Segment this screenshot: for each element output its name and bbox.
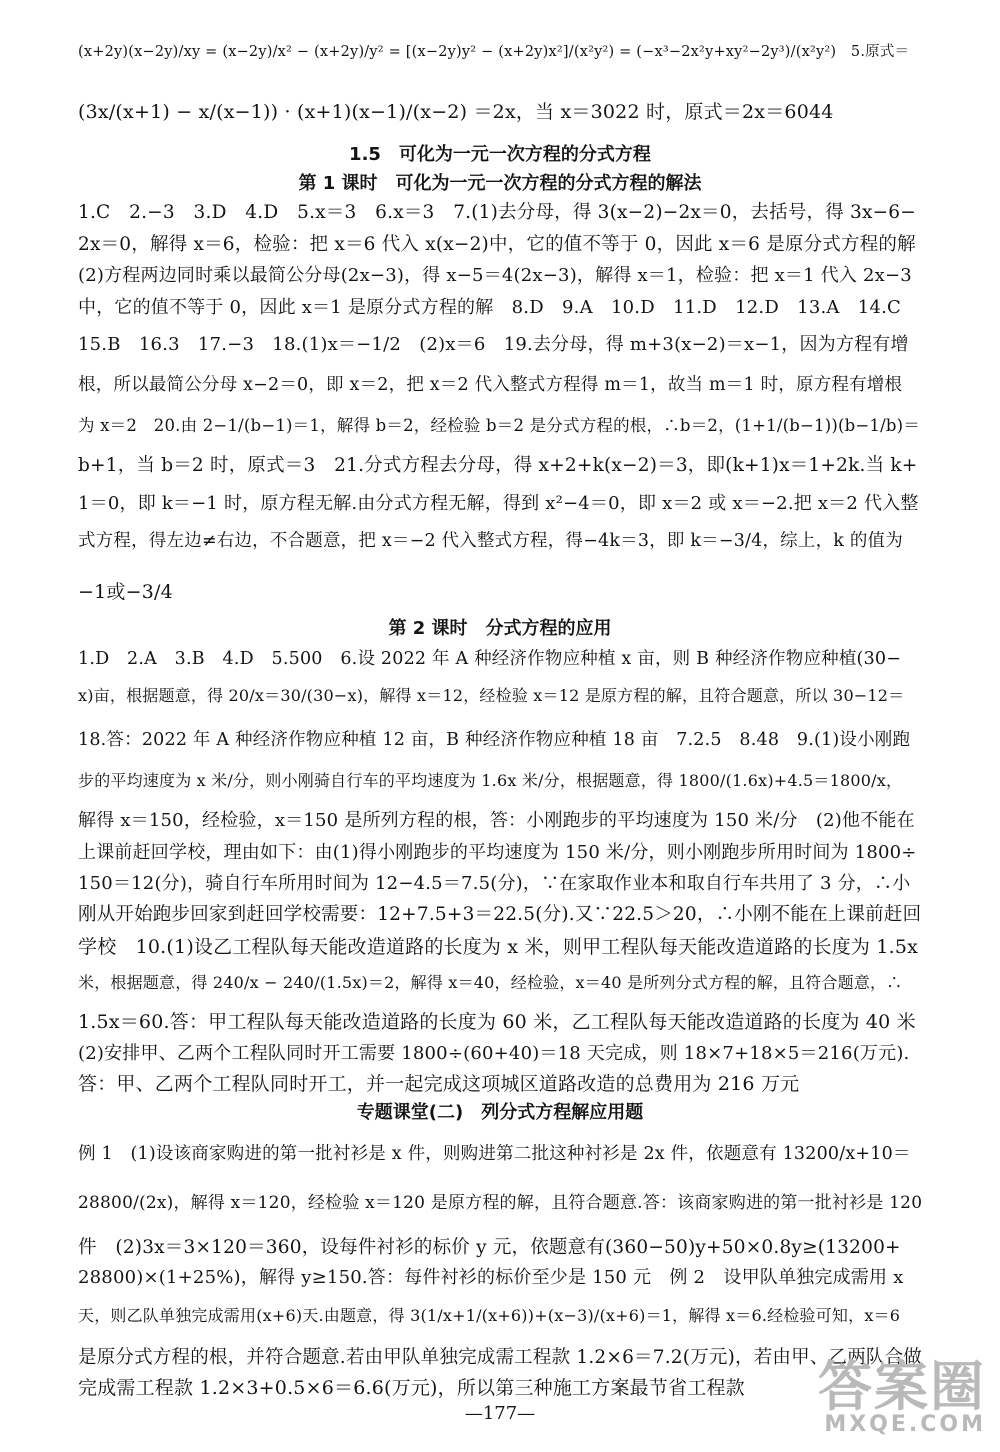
text-line: 答：甲、乙两个工程队同时开工，并一起完成这项城区道路改造的总费用为 216 万元 (78, 1073, 800, 1095)
text-line: 式方程，得左边≠右边，不合题意，把 x＝−2 代入整式方程，得−4k＝3，即 k＝−3/4，综上，k 的值为 (78, 531, 903, 551)
text-line: 解得 x＝150，经检验，x＝150 是所列方程的根，答：小刚跑步的平均速度为 150 米/分 (2)他不能在 (78, 810, 915, 831)
text-line: 为 x＝2 20.由 2−1/(b−1)＝1，解得 b＝2，经检验 b＝2 是分式方程的根，∴b＝2，(1+1/(b−1))(b−1/b)＝ (78, 416, 920, 435)
text-line: 学校 10.(1)设乙工程队每天能改造道路的长度为 x 米，则甲工程队每天能改造道路的长度为 1.5x (78, 936, 919, 958)
text-line: 例 1 (1)设该商家购进的第一批衬衫是 x 件，则购进第二批这种衬衫是 2x 件，依题意有 13200/x+10＝ (78, 1144, 911, 1164)
text-line: 1.C 2.−3 3.D 4.D 5.x＝3 6.x＝3 7.(1)去分母，得 3(x−2)−2x＝0，去括号，得 3x−6− (78, 202, 916, 223)
text-line: (3x/(x+1) − x/(x−1)) · (x+1)(x−1)/(x−2) ＝2x，当 x＝3022 时，原式＝2x＝6044 (78, 101, 834, 123)
text-line: 1.D 2.A 3.B 4.D 5.500 6.设 2022 年 A 种经济作物应种植 x 亩，则 B 种经济作物应种植(30− (78, 649, 902, 669)
text-line: 米，根据题意，得 240/x − 240/(1.5x)＝2，解得 x＝40，经检验，x＝40 是所列分式方程的解，且符合题意，∴ (78, 973, 903, 992)
text-line: 1.5x＝60.答：甲工程队每天能改造道路的长度为 60 米，乙工程队每天能改造道路的长度为 40 米 (78, 1011, 916, 1033)
text-line: 根，所以最简公分母 x−2＝0，即 x＝2，把 x＝2 代入整式方程得 m＝1，故当 m＝1 时，原方程有增根 (78, 375, 903, 395)
text-line: 150＝12(分)，骑自行车所用时间为 12−4.5＝7.5(分)，∵在家取作业本和取自行车共用了 3 分，∴小 (78, 873, 911, 894)
section-heading: 1.5 可化为一元一次方程的分式方程 (349, 144, 651, 165)
topic-heading: 专题课堂(二) 列分式方程解应用题 (356, 1102, 644, 1123)
text-line: 28800)×(1+25%)，解得 y≥150.答：每件衬衫的标价至少是 150 元 例 2 设甲队单独完成需用 x (78, 1267, 904, 1288)
text-line: 步的平均速度为 x 米/分，则小刚骑自行车的平均速度为 1.6x 米/分，根据题意，得 1800/(1.6x)+4.5＝1800/x， (78, 771, 903, 790)
text-line: 上课前赶回学校，理由如下：由(1)得小刚跑步的平均速度为 150 米/分，则小刚跑步所用时间为 1800÷ (78, 842, 917, 863)
text-line: (x+2y)(x−2y)/xy = (x−2y)/x² − (x+2y)/y² = [(x−2y)y² − (x+2y)x²]/(x²y²) = (−x³−2x²y+xy²−2y³)/(x²y²) 5.原式＝ (78, 44, 910, 60)
watermark-logo (818, 1355, 986, 1437)
text-line: 是原分式方程的根，并符合题意.若由甲队单独完成需工程款 1.2×6＝7.2(万元)，若由甲、乙两队合做 (78, 1347, 922, 1368)
lesson1-heading: 第 1 课时 可化为一元一次方程的分式方程的解法 (298, 173, 702, 194)
lesson2-heading: 第 2 课时 分式方程的应用 (388, 618, 612, 639)
text-line: 件 (2)3x＝3×120＝360，设每件衬衫的标价 y 元，依题意有(360−50)y+50×0.8y≥(13200+ (78, 1237, 901, 1258)
text-line: −1或−3/4 (78, 581, 173, 603)
text-line: 2x＝0，解得 x＝6，检验：把 x＝6 代入 x(x−2)中，它的值不等于 0，因此 x＝6 是原分式方程的解 (78, 234, 916, 255)
text-line: 中，它的值不等于 0，因此 x＝1 是原分式方程的解 8.D 9.A 10.D 11.D 12.D 13.A 14.C (78, 297, 901, 318)
watermark-url: MXQE.COM (824, 1412, 986, 1437)
text-line: (2)方程两边同时乘以最简公分母(2x−3)，得 x−5＝4(2x−3)，解得 x＝1，检验：把 x＝1 代入 2x−3 (78, 265, 912, 286)
text-line: 28800/(2x)，解得 x＝120，经检验 x＝120 是原方程的解，且符合题意.答：该商家购进的第一批衬衫是 120 (78, 1193, 922, 1213)
text-line: 1＝0，即 k＝−1 时，原方程无解.由分式方程无解，得到 x²−4＝0，即 x＝2 或 x＝−2.把 x＝2 代入整 (78, 493, 919, 514)
text-line: 15.B 16.3 17.−3 18.(1)x＝−1/2 (2)x＝6 19.去分母，得 m+3(x−2)＝x−1，因为方程有增 (78, 334, 909, 355)
page-number: —177— (464, 1403, 536, 1424)
text-line: 刚从开始跑步回家到赶回学校需要：12+7.5+3＝22.5(分).又∵22.5＞20，∴小刚不能在上课前赶回 (78, 904, 922, 925)
text-line: 完成需工程款 1.2×3+0.5×6＝6.6(万元)，所以第三种施工方案最节省工程款 (78, 1377, 745, 1399)
text-line: b+1，当 b＝2 时，原式＝3 21.分式方程去分母，得 x+2+k(x−2)＝3，即(k+1)x＝1+2k.当 k+ (78, 455, 918, 476)
text-line: 天，则乙队单独完成需用(x+6)天.由题意，得 3(1/x+1/(x+6))+(x−3)/(x+6)＝1，解得 x＝6.经检验可知，x＝6 (78, 1306, 901, 1325)
text-line: x)亩，根据题意，得 20/x＝30/(30−x)，解得 x＝12，经检验 x＝12 是原方程的解，且符合题意，所以 30−12＝ (78, 686, 905, 705)
watermark-title: 答案圈 (818, 1355, 986, 1418)
text-line: 18.答：2022 年 A 种经济作物应种植 12 亩，B 种经济作物应种植 18 亩 7.2.5 8.48 9.(1)设小刚跑 (78, 730, 911, 750)
text-line: (2)安排甲、乙两个工程队同时开工需要 1800÷(60+40)＝18 天完成，则 18×7+18×5＝216(万元). (78, 1043, 910, 1064)
